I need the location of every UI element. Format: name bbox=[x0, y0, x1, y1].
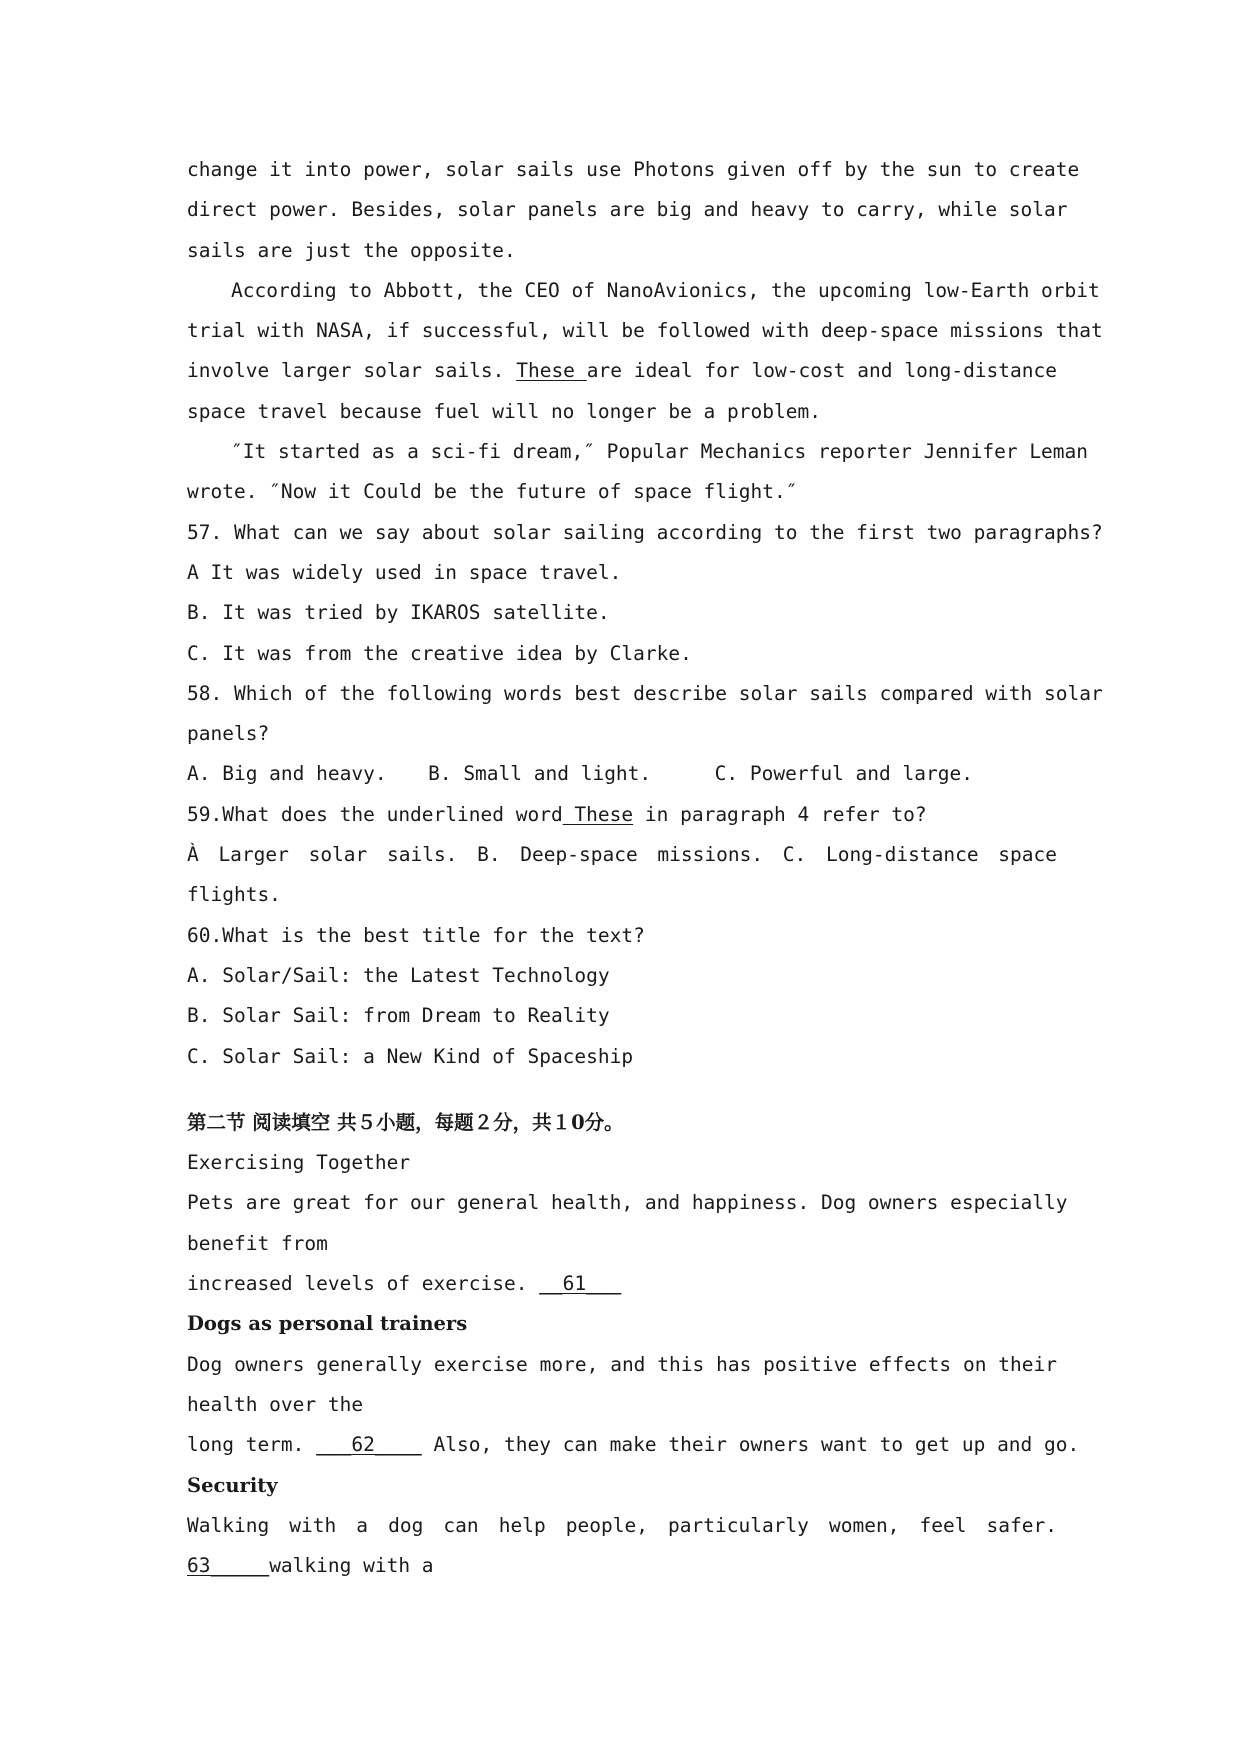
option-59-c-cont: flights. bbox=[187, 883, 281, 907]
paragraph-line: ″It started as a sci-fi dream,″ Popular Mechanics reporter Jennifer Leman bbox=[231, 440, 1089, 464]
paragraph-line: wrote. ″Now it Could be the future of space flight.″ bbox=[187, 480, 798, 504]
text-segment: 59.What does the underlined word bbox=[187, 802, 563, 826]
paragraph-line bbox=[187, 351, 1057, 391]
option-58-b: B. Small and light. bbox=[428, 762, 652, 786]
paragraph-line: According to Abbott, the CEO of NanoAvionics, the upcoming low-Earth orbit bbox=[231, 278, 1100, 302]
text-segment: in paragraph 4 refer to? bbox=[633, 802, 927, 826]
question-57: 57. What can we say about solar sailing according to the first two paragraphs? bbox=[187, 520, 1103, 544]
option-58-a: A. Big and heavy. bbox=[187, 762, 387, 786]
paragraph-line bbox=[187, 1264, 1057, 1304]
option-58-c: C. Powerful and large. bbox=[714, 762, 973, 786]
question-58: 58. Which of the following words best describe solar sails compared with solar bbox=[187, 681, 1103, 705]
option-57-c: C. It was from the creative idea by Clarke. bbox=[187, 641, 692, 665]
options-59 bbox=[187, 835, 1057, 875]
text-segment: walking with a bbox=[269, 1554, 434, 1578]
option-57-b: B. It was tried by IKAROS satellite. bbox=[187, 601, 610, 625]
options-58 bbox=[187, 754, 1057, 794]
blank-62: ___62____ bbox=[316, 1433, 422, 1457]
paragraph-line: Walking with a dog can help people, particularly women, feel safer. bbox=[187, 1513, 1057, 1537]
option-59-a: À Larger solar sails. bbox=[187, 843, 458, 867]
text-segment: long term. bbox=[187, 1433, 317, 1457]
option-59-b: B. Deep-space missions. bbox=[477, 843, 764, 867]
paragraph-line: direct power. Besides, solar panels are big and heavy to carry, while solar bbox=[187, 198, 1068, 222]
subheading-trainers: Dogs as personal trainers bbox=[187, 1312, 468, 1336]
question-58-cont: panels? bbox=[187, 722, 270, 746]
document-page bbox=[187, 150, 1103, 1586]
paragraph-line: change it into power, solar sails use Photons given off by the sun to create bbox=[187, 158, 1080, 181]
paragraph-line: health over the bbox=[187, 1392, 364, 1416]
paragraph-line: sails are just the opposite. bbox=[187, 238, 516, 262]
option-59-c: C. Long-distance space bbox=[782, 843, 1057, 867]
paragraph-line: trial with NASA, if successful, will be followed with deep-space missions that bbox=[187, 319, 1103, 343]
text-segment: Also, they can make their owners want to get up and go. bbox=[421, 1433, 1080, 1457]
option-60-a: A. Solar/Sail: the Latest Technology bbox=[187, 963, 610, 987]
paragraph-line bbox=[187, 1546, 1057, 1586]
paragraph-line: benefit from bbox=[187, 1231, 328, 1255]
blank-63: 63_____ bbox=[187, 1554, 270, 1578]
text-segment: are ideal for low-cost and long-distance bbox=[586, 359, 1057, 383]
question-59 bbox=[187, 795, 1057, 835]
section-heading: 第二节 阅读填空 共５小题，每题２分，共１0分。 bbox=[187, 1110, 624, 1134]
paragraph-line: space travel because fuel will no longer be a problem. bbox=[187, 399, 821, 423]
option-60-c: C. Solar Sail: a New Kind of Spaceship bbox=[187, 1044, 634, 1068]
paragraph-line: Dog owners generally exercise more, and this has positive effects on their bbox=[187, 1352, 1057, 1376]
option-57-a: A It was widely used in space travel. bbox=[187, 560, 622, 584]
underlined-word-these: These bbox=[562, 802, 634, 826]
text-segment: increased levels of exercise. bbox=[187, 1272, 540, 1296]
text-segment: involve larger solar sails. bbox=[187, 359, 505, 383]
underlined-word-these: These bbox=[516, 359, 587, 383]
question-60: 60.What is the best title for the text? bbox=[187, 923, 645, 947]
subheading-security: Security bbox=[187, 1473, 278, 1497]
blank-61: __61___ bbox=[539, 1272, 622, 1296]
passage-title: Exercising Together bbox=[187, 1151, 411, 1175]
paragraph-line: Pets are great for our general health, and happiness. Dog owners especially bbox=[187, 1191, 1068, 1215]
option-60-b: B. Solar Sail: from Dream to Reality bbox=[187, 1004, 610, 1028]
paragraph-line bbox=[187, 1425, 1080, 1465]
